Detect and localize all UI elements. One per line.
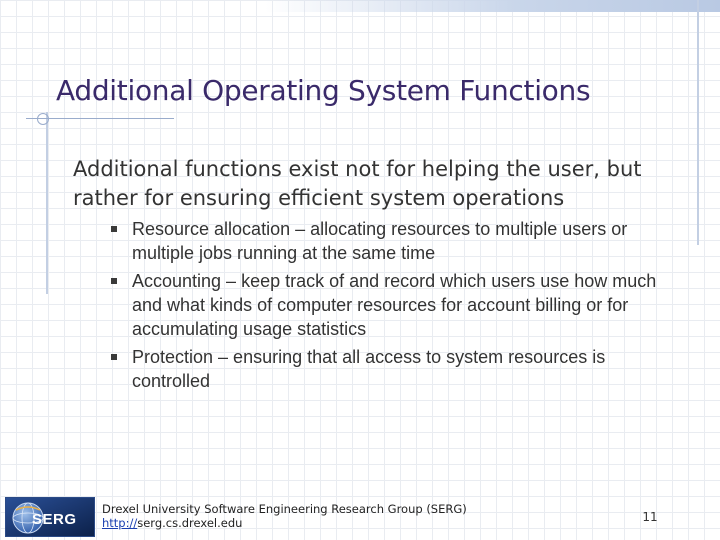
bullet-item-accounting (108, 269, 668, 341)
right-decorative-rule (697, 0, 699, 245)
crosshair-circle-icon (37, 113, 49, 125)
square-bullet-icon (111, 226, 117, 232)
left-decorative-rule (46, 112, 48, 294)
slide-title: Additional Operating System Functions (56, 74, 591, 107)
bullet-list (108, 217, 668, 397)
footer-link-scheme[interactable]: http:// (102, 516, 138, 530)
page-number: 11 (642, 510, 658, 524)
square-bullet-icon (111, 278, 117, 284)
square-bullet-icon (111, 354, 117, 360)
serg-logo (5, 497, 95, 537)
bullet-item-protection (108, 345, 668, 393)
footer-link[interactable] (102, 516, 242, 530)
intro-paragraph: Additional functions exist not for helping the user, but rather for ensuring efficient system operations (73, 157, 642, 210)
bullet-text: Accounting – keep track of and record which users use how much and what kinds of computer resources for account billing or for accumulating usage statistics (132, 271, 657, 339)
top-decorative-band (265, 0, 720, 12)
footer-link-host[interactable]: serg.cs.drexel.edu (137, 516, 243, 530)
bullet-item-resource-allocation (108, 217, 668, 265)
bullet-text: Protection – ensuring that all access to system resources is controlled (132, 347, 606, 391)
footer-organization: Drexel University Software Engineering Research Group (SERG) (102, 502, 467, 516)
serg-logo-graphic (6, 498, 95, 537)
bullet-text: Resource allocation – allocating resources to multiple users or multiple jobs running at the same time (132, 219, 628, 263)
logo-text: SERG (32, 511, 77, 528)
